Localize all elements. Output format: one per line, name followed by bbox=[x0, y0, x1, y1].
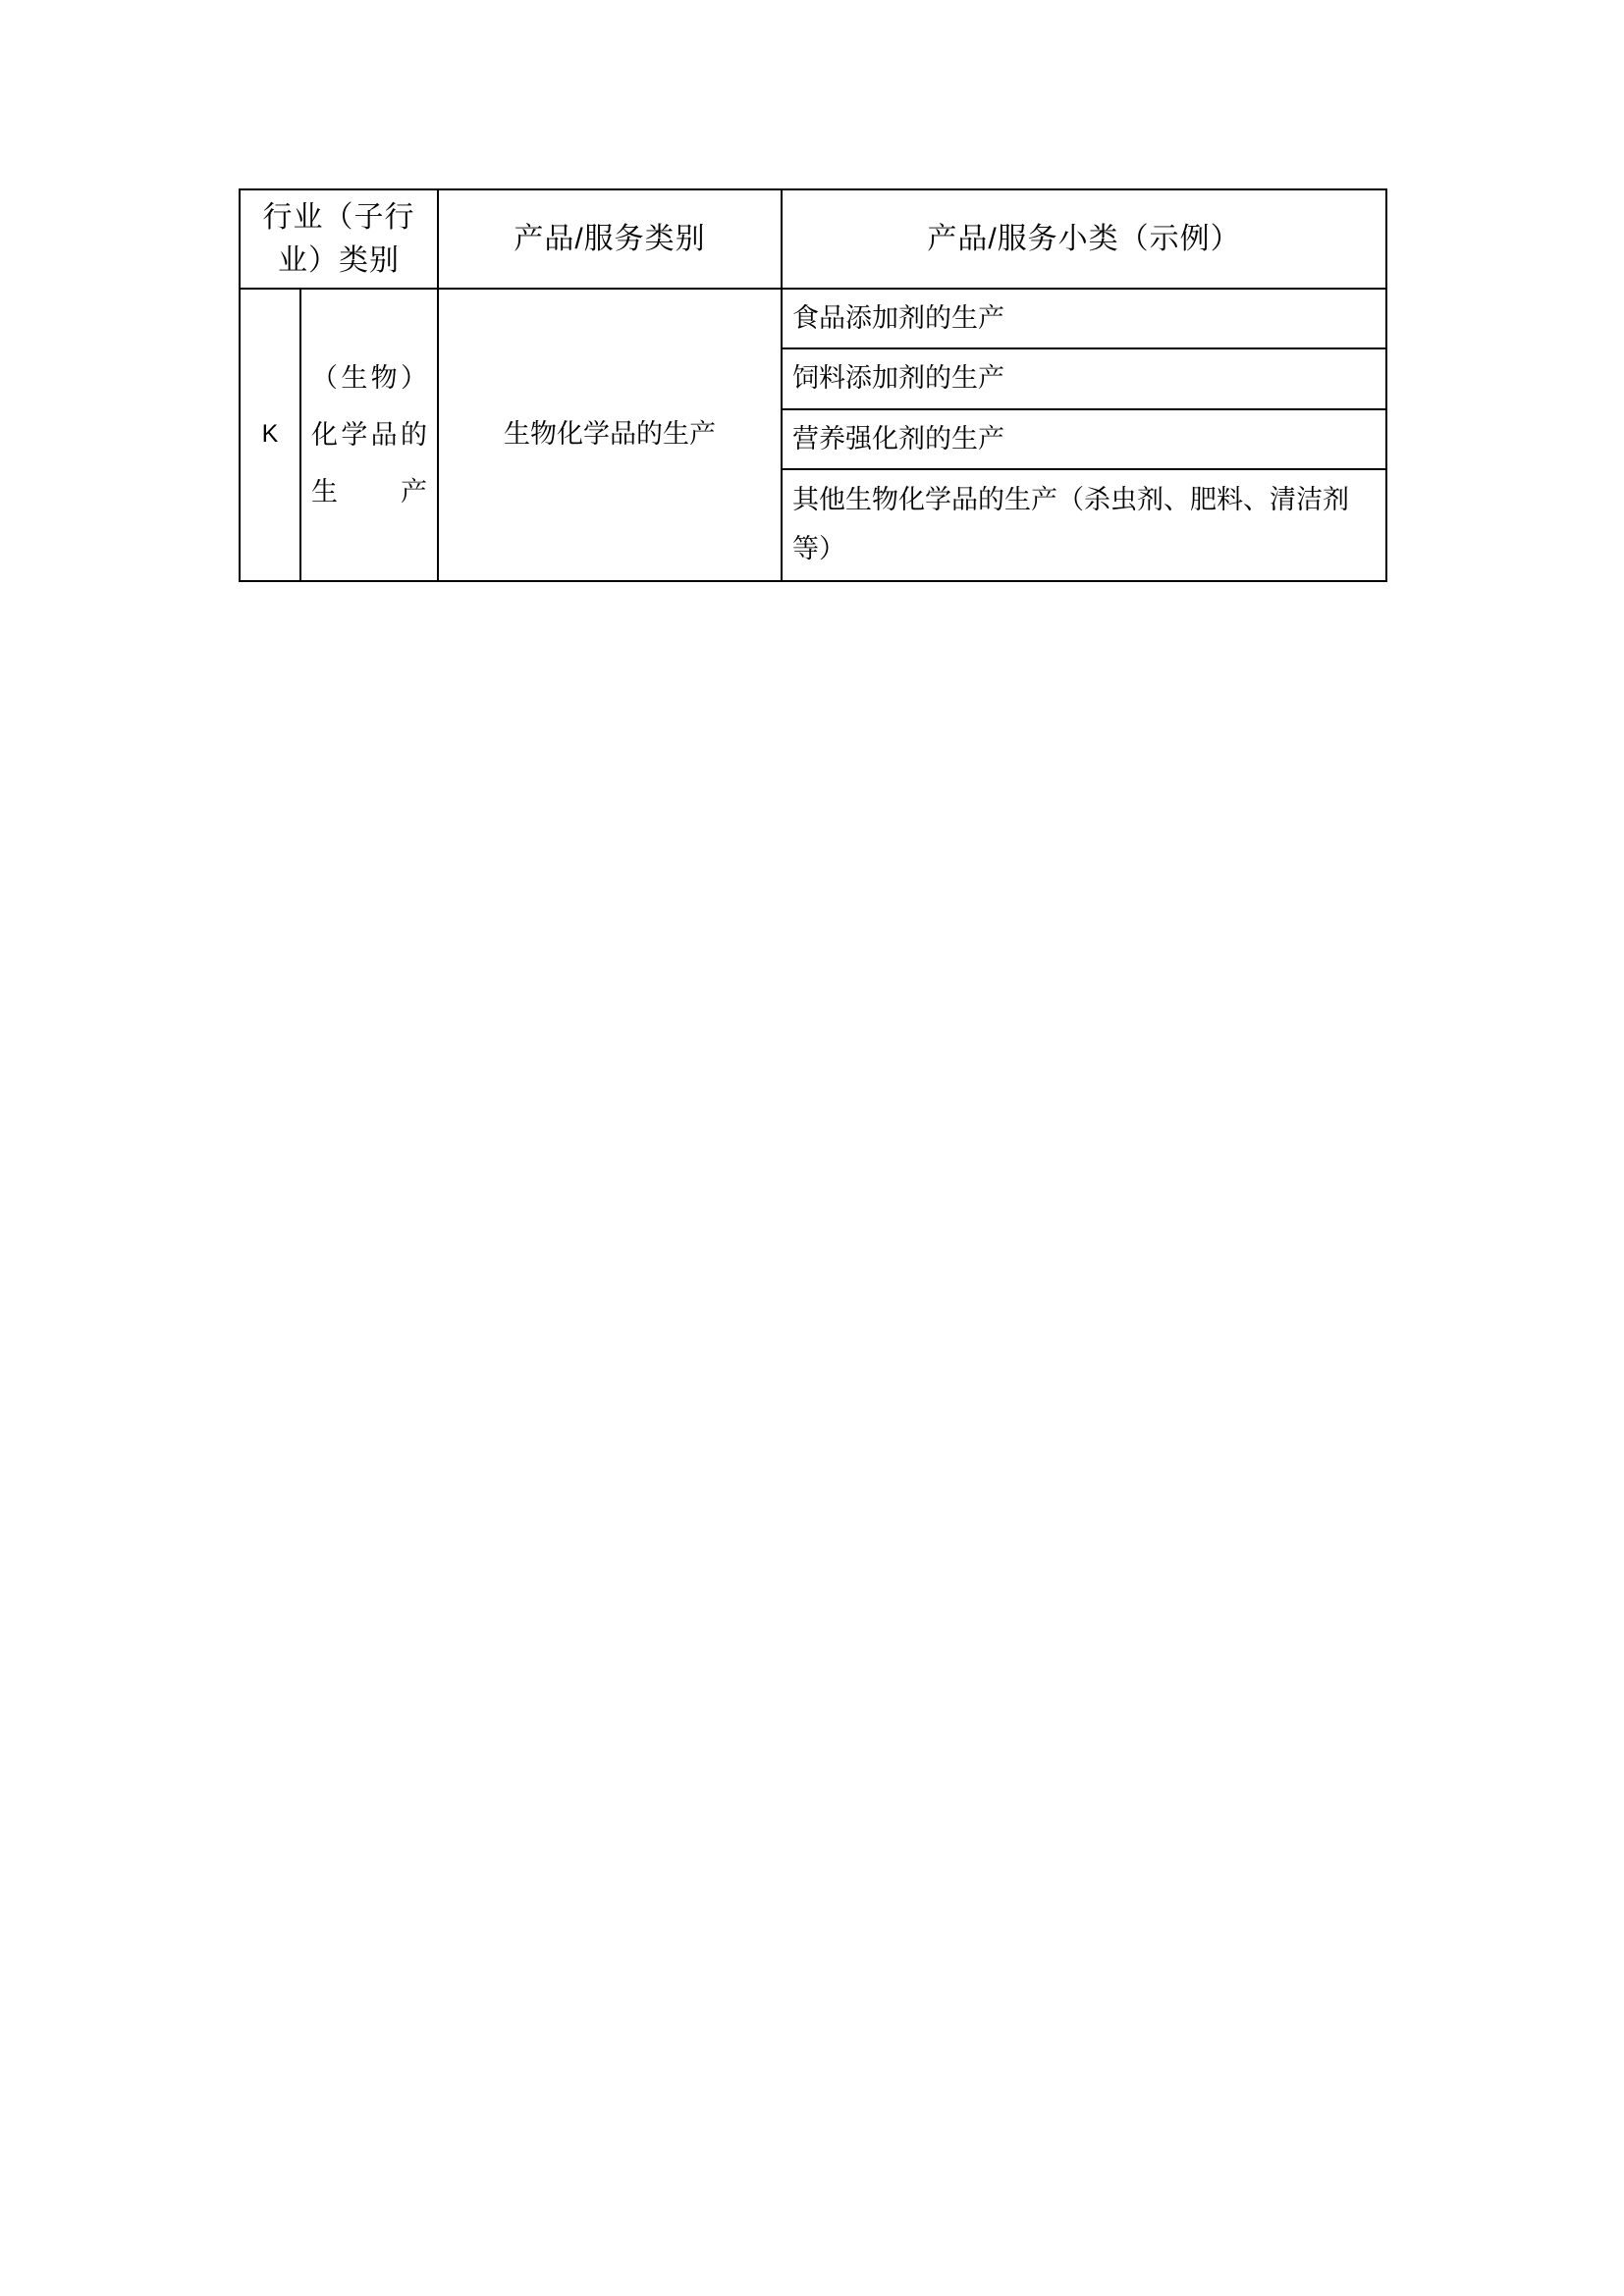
column-header-industry: 行业（子行业）类别 bbox=[240, 189, 438, 289]
column-header-product-category: 产品/服务类别 bbox=[438, 189, 782, 289]
table-row bbox=[240, 289, 1386, 348]
column-header-product-subcategory: 产品/服务小类（示例） bbox=[782, 189, 1386, 289]
cell-product-item: 其他生物化学品的生产（杀虫剂、肥料、清洁剂等） bbox=[782, 469, 1386, 581]
cell-product-item: 饲料添加剂的生产 bbox=[782, 348, 1386, 408]
cell-product-item: 食品添加剂的生产 bbox=[782, 289, 1386, 348]
table-body bbox=[240, 289, 1386, 581]
cell-product-item: 营养强化剂的生产 bbox=[782, 409, 1386, 469]
industry-classification-table bbox=[239, 188, 1387, 582]
cell-product-category: 生物化学品的生产 bbox=[438, 289, 782, 581]
table-header bbox=[240, 189, 1386, 289]
cell-subindustry-name: （生物）化学品的生产 bbox=[300, 289, 438, 581]
table-container bbox=[239, 188, 1385, 582]
cell-industry-code: K bbox=[240, 289, 300, 581]
table-header-row bbox=[240, 189, 1386, 289]
